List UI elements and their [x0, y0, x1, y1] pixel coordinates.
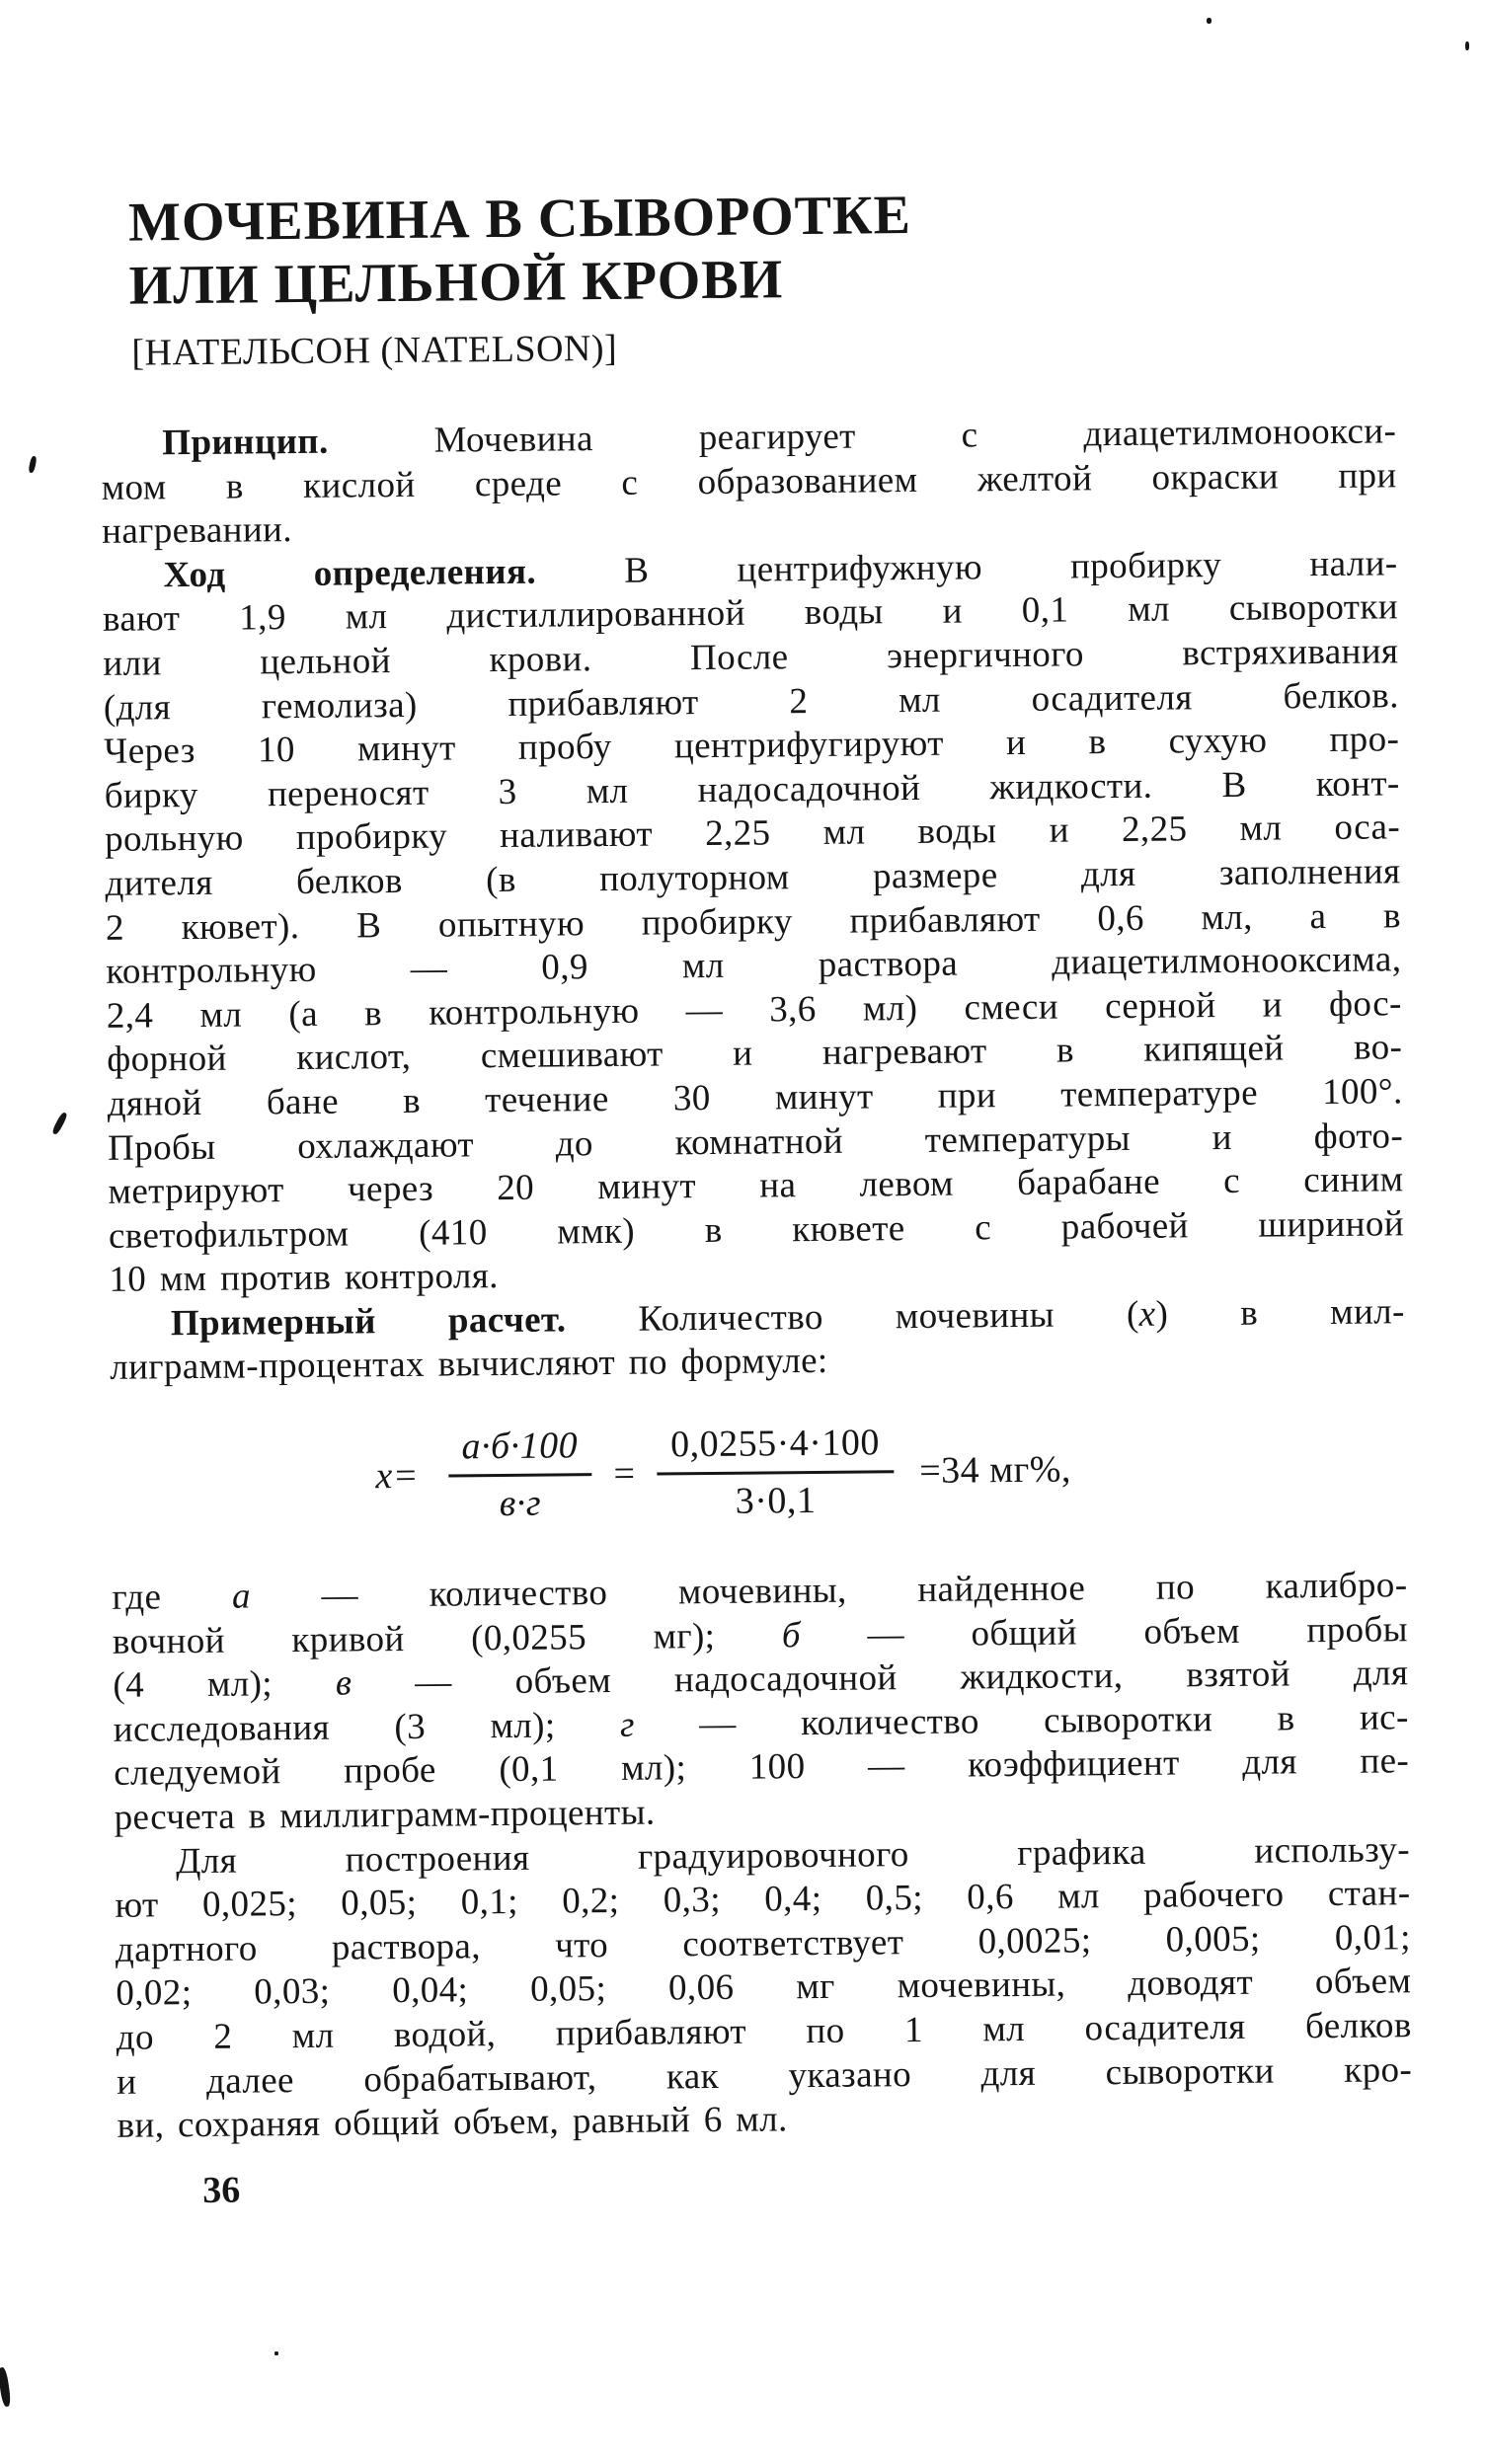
text-line: Принцип. Мочевина реагирует с диацетилмоноокси-: [162, 411, 1397, 464]
text-line: (для гемолиза) прибавляют 2 мл осадителя белков.: [103, 674, 1399, 729]
text-line: дителя белков (в полуторном размере для заполнения: [105, 851, 1401, 904]
text-line: или цельной крови. После энергичного встряхивания: [103, 631, 1399, 684]
paragraphs-before-formula: [101, 410, 1405, 1391]
text-line: 0,02; 0,03; 0,04; 0,05; 0,06 мг мочевины, доводят объем: [116, 1961, 1412, 2015]
text-line: контрольную — 0,9 мл раствора диацетилмонооксима,: [106, 939, 1402, 992]
text-line: 2 кювет). В опытную пробирку прибавляют 0,6 мл, а в: [105, 894, 1402, 949]
text-line: и далее обрабатывают, как указано для сыворотки кро-: [117, 2048, 1413, 2103]
scan-artifact: [1465, 41, 1469, 50]
text-line: ви, сохраняя общий объем, равный 6 мл.: [117, 2099, 788, 2147]
text-line: 2,4 мл (а в контрольную — 3,6 мл) смеси серной и фос-: [106, 982, 1402, 1037]
text-line: (4 мл); в — объем надосадочной жидкости, взятой для: [113, 1653, 1409, 1707]
text-line: Через 10 минут пробу центрифугируют и в сухую про-: [104, 719, 1400, 773]
text-line: Примерный расчет. Количество мочевины (x) в мил-: [170, 1291, 1405, 1345]
text-line: исследования (3 мл); г — количество сыворотки в ис-: [113, 1697, 1409, 1750]
page-title-line1: МОЧЕВИНА В СЫВОРОТКЕ: [127, 185, 912, 254]
text-line: до 2 мл водой, прибавляют по 1 мл осадителя белков: [116, 2005, 1412, 2058]
formula-equals-sign: =: [613, 1452, 636, 1496]
text-line: дартного раствора, что соответствует 0,0025; 0,005; 0,01;: [115, 1917, 1412, 1970]
body-text: [101, 410, 1413, 2148]
text-line: Ход определения. В центрифужную пробирку нали-: [163, 543, 1398, 596]
formula-result: =34 мг%,: [919, 1448, 1072, 1493]
text-line: мом в кислой среде с образованием желтой окраски при: [101, 454, 1397, 508]
page-number: 36: [202, 2169, 241, 2211]
text-line: Для построения градуировочного графика использу-: [175, 1828, 1411, 1882]
formula: [375, 1408, 1407, 1534]
formula-lhs: x=: [375, 1454, 420, 1498]
text-line: лиграмм-процентах вычисляют по формуле:: [110, 1341, 828, 1389]
fraction2-denominator: 3·0,1: [735, 1480, 817, 1522]
formula-fraction-numeric: [657, 1421, 895, 1523]
text-line: светофильтром (410 ммк) в кювете с рабочей шириной: [108, 1202, 1405, 1257]
fraction1-numerator: а·б·100: [447, 1424, 591, 1477]
text-line: следуемой пробе (0,1 мл); 100 — коэффициент для пе-: [114, 1740, 1410, 1795]
scan-artifact: [274, 2351, 278, 2355]
text-line: где а — количество мочевины, найденное по калибро-: [112, 1565, 1408, 1618]
text-line: метрируют через 20 минут на левом барабане с синим: [108, 1159, 1404, 1212]
formula-fraction-symbolic: [447, 1424, 592, 1525]
page-title: [128, 184, 912, 318]
text-line: дяной бане в течение 30 минут при температуре 100°.: [107, 1071, 1403, 1124]
fraction2-numerator: 0,0255·4·100: [657, 1421, 894, 1475]
text-line: форной кислот, смешивают и нагревают в кипящей во-: [107, 1027, 1403, 1081]
fraction1-denominator: в·г: [499, 1482, 542, 1525]
scan-artifact: [1207, 18, 1211, 24]
scan-artifact: [0, 2367, 12, 2408]
text-line: бирку переносят 3 мл надосадочной жидкости. В конт-: [104, 763, 1400, 816]
text-line: Пробы охлаждают до комнатной температуры и фото-: [107, 1115, 1404, 1169]
text-line: вочной кривой (0,0255 мг); б — общий объем пробы: [112, 1608, 1409, 1662]
text-line: ют 0,025; 0,05; 0,1; 0,2; 0,3; 0,4; 0,5; 0,6 мл рабочего стан-: [115, 1873, 1411, 1927]
text-line: рольную пробирку наливают 2,25 мл воды и 2,25 мл оса-: [104, 807, 1401, 861]
text-line: ресчета в миллиграмм-проценты.: [114, 1792, 656, 1838]
text-line: 10 мм против контроля.: [109, 1256, 500, 1301]
text-line: нагревании.: [101, 509, 293, 553]
page-title-line2: ИЛИ ЦЕЛЬНОЙ КРОВИ: [128, 249, 784, 317]
paragraphs-after-formula: [112, 1564, 1413, 2148]
author-line: [НАТЕЛЬСОН (NATELSON)]: [131, 327, 618, 374]
text-line: вают 1,9 мл дистиллированной воды и 0,1 мл сыворотки: [102, 586, 1399, 641]
